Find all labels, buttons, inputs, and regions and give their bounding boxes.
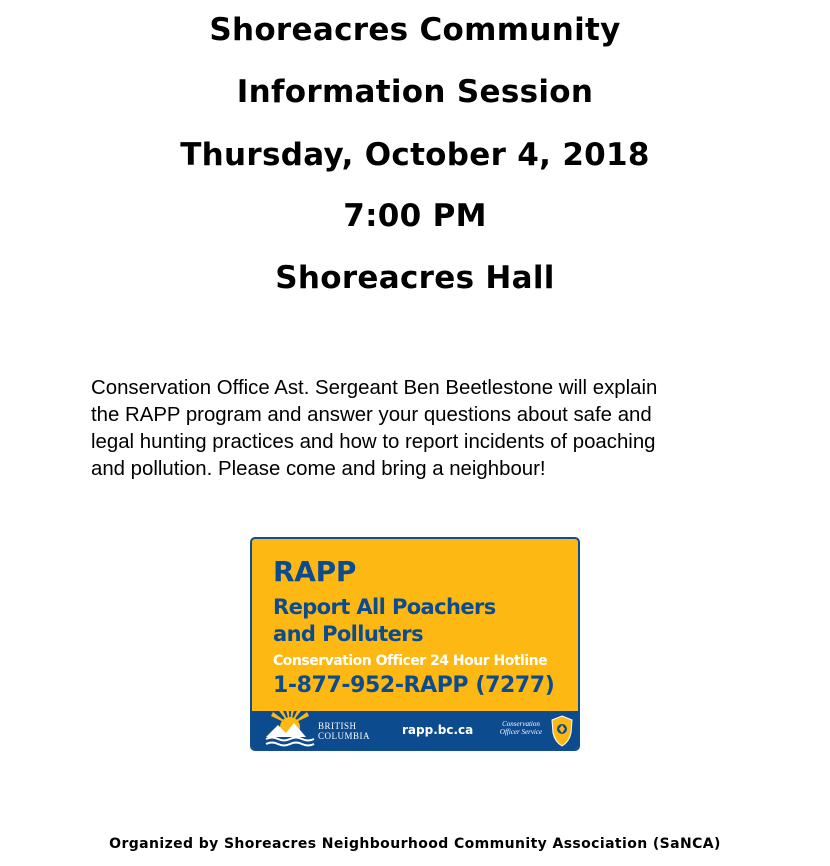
british-columbia-wordmark: BRITISH COLUMBIA (318, 721, 371, 741)
rapp-website: rapp.bc.ca (402, 723, 474, 737)
british-columbia-sun-logo-icon (262, 697, 318, 751)
rapp-tagline-line2: and Polluters (273, 622, 423, 646)
rapp-title: RAPP (273, 555, 357, 588)
rapp-tagline-line1: Report All Poachers (273, 595, 496, 619)
rapp-card (250, 537, 580, 751)
description-paragraph: Conservation Office Ast. Sergeant Ben Beetlestone will explain the RAPP program and answer your questions about safe and legal hunting practices and how to report incidents of poaching and pollution. Please come and bring a neighbour! (91, 377, 658, 480)
event-venue: Shoreacres Hall (275, 260, 555, 296)
rapp-phone-number: 1-877-952-RAPP (7277) (273, 673, 555, 698)
conservation-officer-badge-icon (550, 715, 574, 747)
conservation-service-label: Conservation Officer Service (499, 720, 543, 736)
headline-session: Information Session (236, 74, 594, 110)
headline-community: Shoreacres Community (209, 12, 621, 48)
rapp-card-footer (252, 711, 578, 751)
event-time: 7:00 PM (343, 198, 487, 234)
organizer-footer: Organized by Shoreacres Neighbourhood Community Association (SaNCA) (109, 836, 721, 852)
event-date: Thursday, October 4, 2018 (180, 137, 650, 173)
rapp-hotline-label: Conservation Officer 24 Hour Hotline (273, 653, 548, 669)
